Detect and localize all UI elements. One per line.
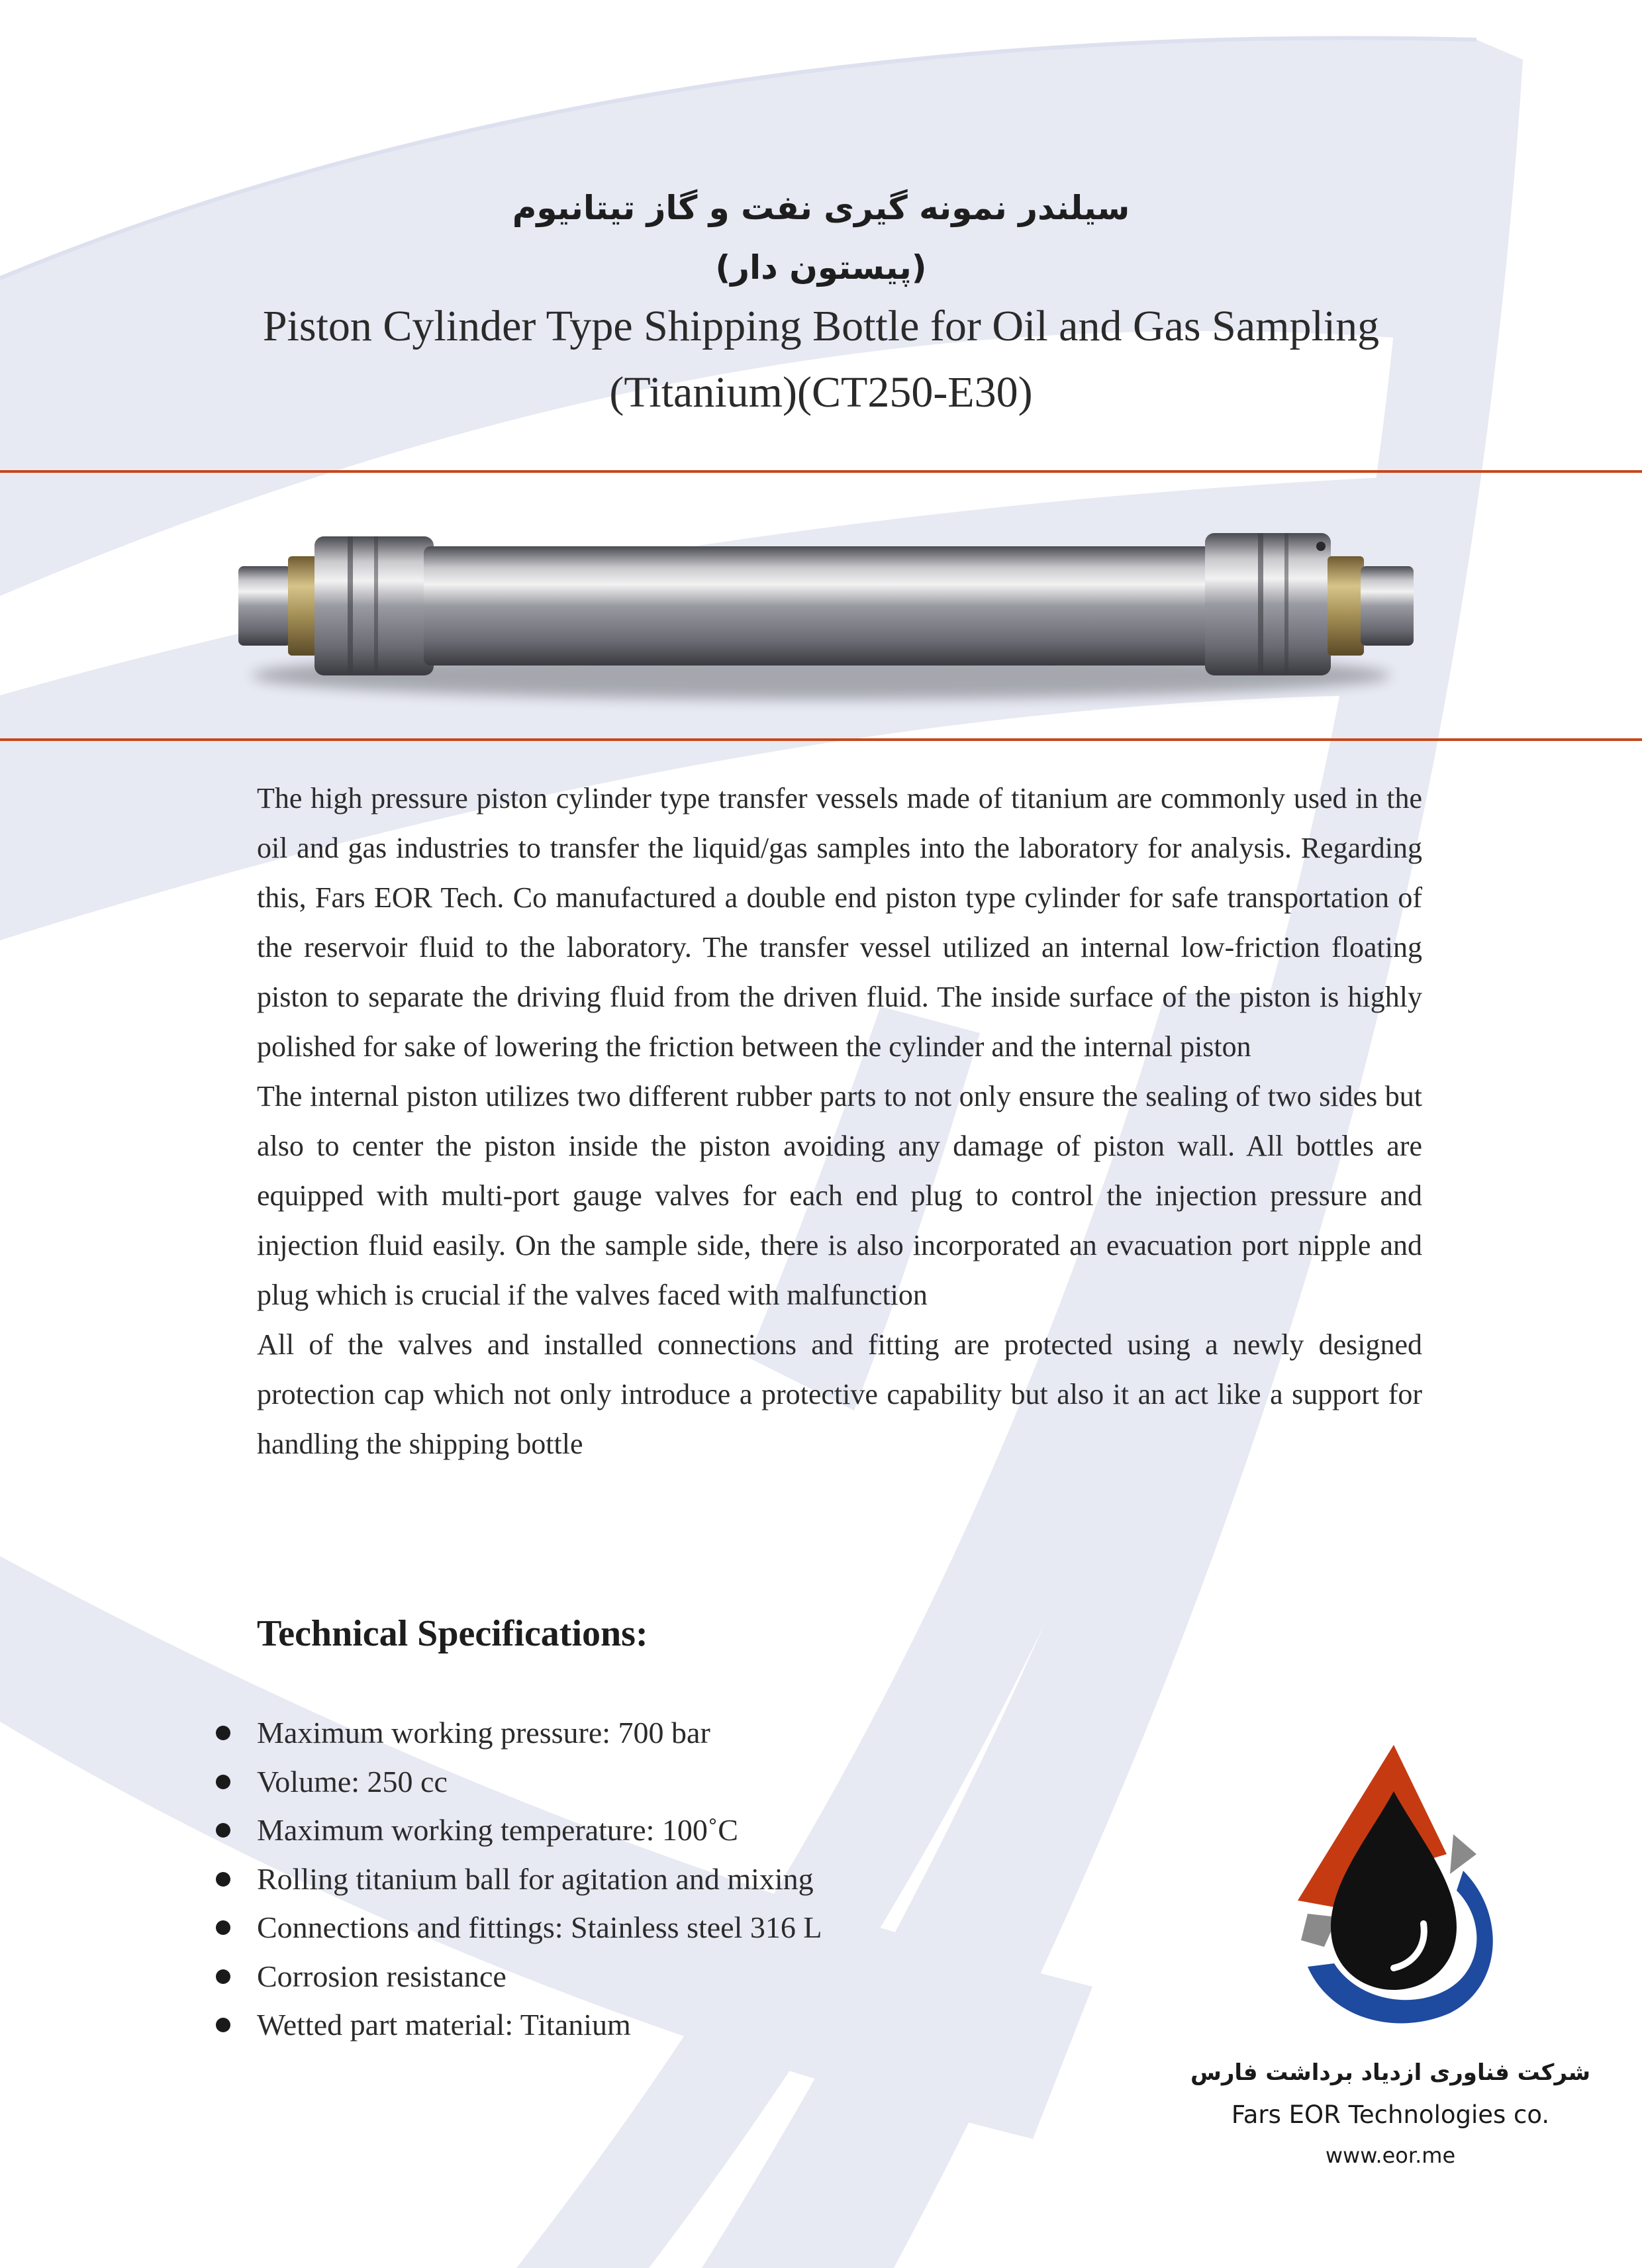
oil-drop-logo-icon [1284,1735,1510,2033]
spec-item [212,1806,822,1855]
spec-item [212,1708,822,1757]
spec-item [212,1855,822,1904]
spec-item-text: Maximum working temperature: 100˚C [257,1813,738,1847]
spec-item-text: Volume: 250 cc [257,1764,448,1799]
bullet-icon [216,1872,230,1887]
title-en: Piston Cylinder Type Shipping Bottle for Oil and Gas Sampling [262,302,1380,350]
title-fa: سیلندر نمونه گیری نفت و گاز تیتانیوم [512,189,1130,227]
spec-item [212,1757,822,1806]
spec-item-text: Corrosion resistance [257,1959,507,1993]
bullet-icon [216,1969,230,1984]
bottom-divider [0,738,1642,741]
spec-item [212,2000,822,2049]
top-divider [0,470,1642,473]
spec-list [212,1708,822,2049]
brand-website: www.eor.me [1325,2143,1456,2168]
bullet-icon [216,2018,230,2032]
description-paragraph-3: All of the valves and installed connections and fitting are protected using a newly designed protection cap which not only introduce a protective capability but also it an act like a support for handling the shipping bottle [257,1328,1422,1460]
spec-item [212,1952,822,2001]
description-paragraph-1: The high pressure piston cylinder type transfer vessels made of titanium are commonly used in the oil and gas industries to transfer the liquid/gas samples into the laboratory for analysis. Regarding this, Fars EOR Tech. Co manufactured a double end piston type cylinder for safe transportation of the reservoir fluid to the laboratory. The transfer vessel utilized an internal low-friction floating piston to separate the driving fluid from the driven fluid. The inside surface of the piston is highly polished for sake of lowering the friction between the cylinder and the internal piston [257,782,1422,1063]
description [257,773,1422,1469]
bullet-icon [216,1775,230,1789]
specs-heading: Technical Specifications: [257,1613,648,1654]
spec-item-text: Maximum working pressure: 700 bar [257,1716,710,1750]
model-en: (Titanium)(CT250-E30) [609,368,1033,417]
brand-name-fa: شرکت فناوری ازدیاد برداشت فارس [1190,2059,1591,2086]
spec-item-text: Rolling titanium ball for agitation and mixing [257,1861,814,1896]
brand-name-en: Fars EOR Technologies co. [1231,2100,1550,2129]
bullet-icon [216,1726,230,1740]
subtitle-fa: (پیستون دار) [715,248,927,287]
piston-cylinder-photo [225,510,1417,722]
spec-item-text: Wetted part material: Titanium [257,2008,631,2042]
description-paragraph-2: The internal piston utilizes two different rubber parts to not only ensure the sealing of two sides but also to center the piston inside the piston avoiding any damage of piston wall. All bottles are equipped with multi-port gauge valves for each end plug to control the injection pressure and injection fluid easily. On the sample side, there is also incorporated an evacuation port nipple and plug which is crucial if the valves faced with malfunction [257,1080,1422,1311]
bullet-icon [216,1920,230,1935]
bullet-icon [216,1823,230,1838]
spec-item-text: Connections and fittings: Stainless steel 316 L [257,1910,822,1944]
spec-item [212,1903,822,1952]
